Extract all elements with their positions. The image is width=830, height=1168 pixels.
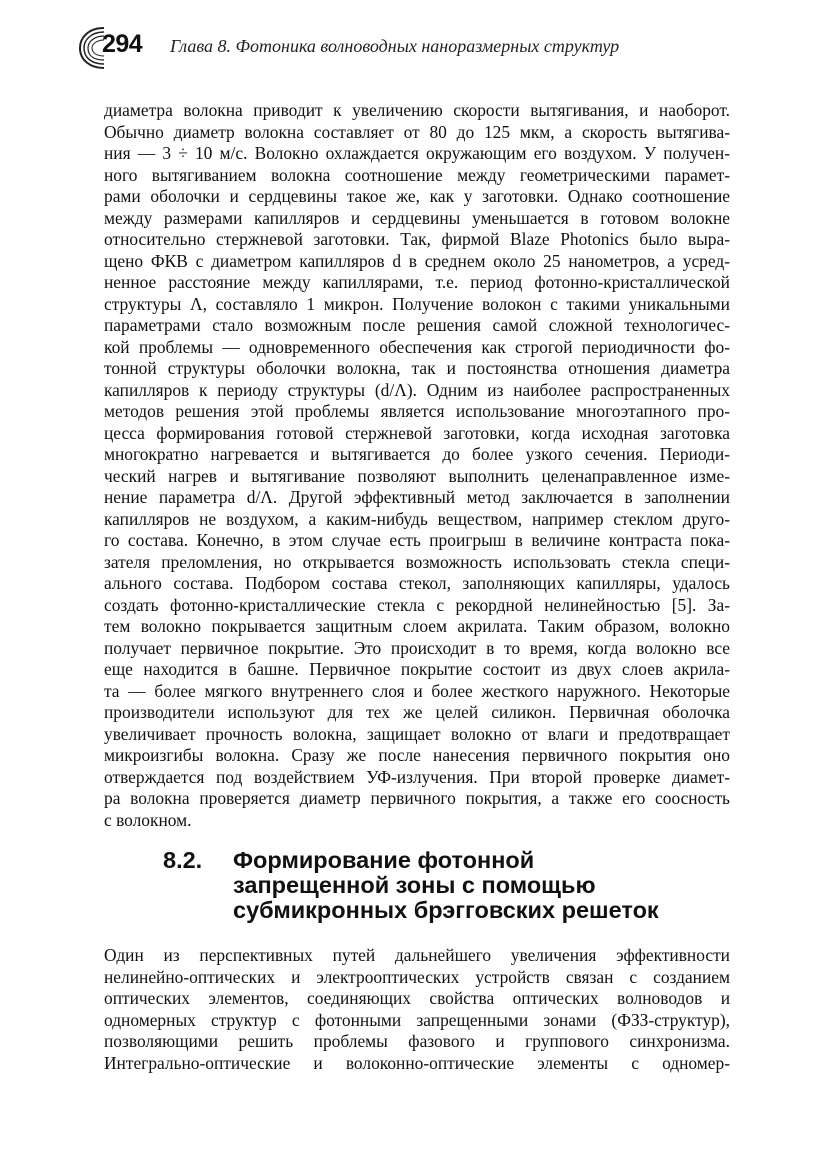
- text-line: тем волокно покрывается защитным слоем акрилата. Таким образом, волокно: [104, 616, 730, 636]
- text-line: ра волокна проверяется диаметр первичного покрытия, а также его соосность: [104, 788, 730, 808]
- page-number: 294: [102, 30, 143, 58]
- text-line: многократно нагревается и вытягивается до более узкого сечения. Периоди-: [104, 444, 730, 464]
- text-line: с волокном.: [104, 809, 192, 830]
- section-title-line: запрещенной зоны с помощью: [233, 872, 596, 898]
- text-line: кой проблемы — одновременного обеспечения как строгой периодичности фо-: [104, 336, 730, 357]
- text-line: ческий нагрев и вытягивание позволяют выполнить целенаправленное изме-: [104, 465, 730, 486]
- text-line: рами оболочки и сердцевины такое же, как у заготовки. Однако соотношение: [104, 186, 730, 206]
- text-line: параметрами стало возможным после решения самой сложной технологичес-: [104, 315, 730, 335]
- running-head: Глава 8. Фотоника волноводных наноразмерных структур: [170, 36, 620, 56]
- text-line: оптических элементов, соединяющих свойства оптических волноводов и: [104, 988, 730, 1008]
- text-line: диаметра волокна приводит к увеличению скорости вытягивания, и наоборот.: [104, 100, 730, 120]
- text-line: капилляров не воздухом, а каким-нибудь веществом, например стеклом друго-: [104, 508, 730, 529]
- text-line: создать фотонно-кристаллические стекла с рекордной нелинейностью [5]. За-: [104, 594, 730, 615]
- text-line: ального состава. Подбором состава стекол, заполняющих капилляры, удалось: [104, 573, 730, 593]
- text-line: производители используют для тех же целей силикон. Первичная оболочка: [104, 702, 730, 722]
- section-title: [233, 848, 713, 923]
- text-line: нение параметра d/Λ. Другой эффективный метод заключается в заполнении: [104, 487, 730, 507]
- text-line: микроизгибы волокна. Сразу же после нанесения первичного покрытия оно: [104, 745, 730, 765]
- text-line: та — более мягкого внутреннего слоя и более жесткого наружного. Некоторые: [104, 680, 730, 701]
- text-line: тонной структуры оболочки волокна, так и постоянства отношения диаметра: [104, 358, 730, 378]
- section-title-line: субмикронных брэгговских решеток: [233, 897, 659, 923]
- text-line: ного вытягиванием волокна соотношение между геометрическими парамет-: [104, 164, 730, 185]
- text-line: между размерами капилляров и сердцевины уменьшается в готовом волокне: [104, 207, 730, 228]
- text-line: Обычно диаметр волокна составляет от 80 до 125 мкм, а скорость вытягива-: [104, 121, 730, 142]
- page-number-badge: [74, 22, 164, 72]
- text-line: относительно стержневой заготовки. Так, фирмой Blaze Photonics было выра-: [104, 229, 730, 249]
- text-line: цесса формирования готовой стержневой заготовки, когда исходная заготовка: [104, 422, 730, 443]
- page-header: [74, 22, 754, 72]
- text-line: щено ФКВ с диаметром капилляров d в среднем около 25 нанометров, а усред-: [104, 250, 730, 271]
- text-line: ния — 3 ÷ 10 м/с. Волокно охлаждается окружающим его воздухом. У получен-: [104, 143, 730, 163]
- text-line: получает первичное покрытие. Это происходит в то время, когда волокно все: [104, 637, 730, 658]
- text-line: структуры Λ, составляло 1 микрон. Получение волокон с такими уникальными: [104, 293, 730, 314]
- text-line: отверждается под воздействием УФ-излучения. При второй проверке диамет-: [104, 766, 730, 787]
- text-line: капилляров к периоду структуры (d/Λ). Одним из наиболее распространенных: [104, 379, 730, 400]
- section-title-line: Формирование фотонной: [233, 847, 535, 873]
- text-line: Один из перспективных путей дальнейшего увеличения эффективности: [104, 945, 730, 965]
- text-line: го состава. Конечно, в этом случае есть проигрыш в величине контраста пока-: [104, 530, 730, 550]
- section-number: 8.2.: [163, 847, 203, 873]
- text-line: зателя преломления, но открывается возможность использовать стекла специ-: [104, 551, 730, 572]
- paragraph-1: [104, 100, 730, 831]
- text-line: методов решения этой проблемы является использование многоэтапного про-: [104, 401, 730, 421]
- text-line: нелинейно-оптических и электрооптических устройств связан с созданием: [104, 966, 730, 987]
- text-line: ненное расстояние между капиллярами, т.е. период фотонно-кристаллической: [104, 272, 730, 292]
- text-line: позволяющими решить проблемы фазового и группового синхронизма.: [104, 1031, 730, 1051]
- text-line: Интегрально-оптические и волоконно-оптические элементы с одномер-: [104, 1052, 730, 1073]
- text-line: одномерных структур с фотонными запрещенными зонами (ФЗЗ-структур),: [104, 1009, 730, 1030]
- text-line: еще находится в башне. Первичное покрытие состоит из двух слоев акрила-: [104, 659, 730, 679]
- text-line: увеличивает прочность волокна, защищает волокно от влаги и предотвращает: [104, 723, 730, 744]
- paragraph-2: [104, 945, 730, 1074]
